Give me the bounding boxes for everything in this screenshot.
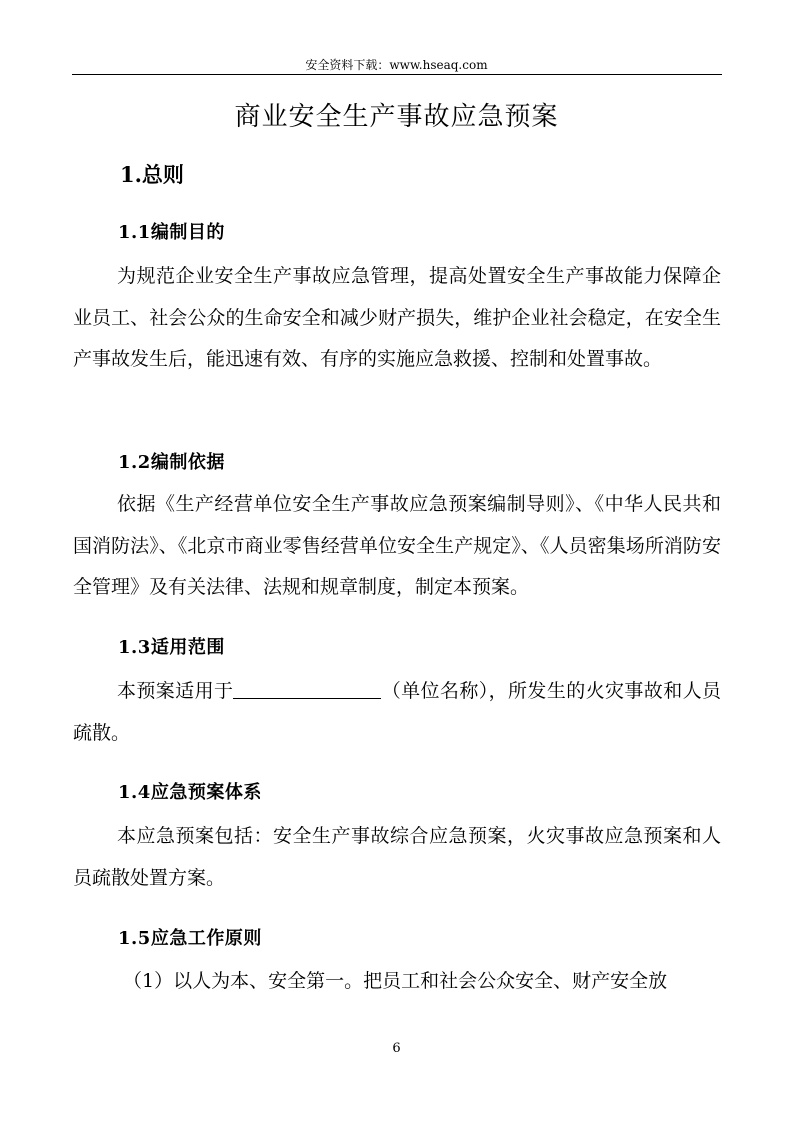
paragraph-scope	[73, 671, 721, 754]
heading-principles: 1.5应急工作原则	[118, 928, 262, 949]
heading-plan-system: 1.4应急预案体系	[118, 782, 262, 803]
paragraph-principles: （1）以人为本、安全第一。把员工和社会公众安全、财产安全放	[123, 970, 668, 992]
heading-basis: 1.2编制依据	[118, 452, 225, 473]
page-header: 安全资料下载：www.hseaq.com	[305, 58, 488, 72]
page-number: 6	[392, 1041, 401, 1056]
scope-text-before: 本预案适用于	[117, 680, 234, 702]
scope-text-after: （单位名称），所发生的火灾事故和人员疏散。	[73, 680, 721, 744]
paragraph-plan-system: 本应急预案包括：安全生产事故综合应急预案，火灾事故应急预案和人员疏散处置方案。	[73, 825, 721, 889]
heading-scope: 1.3适用范围	[118, 637, 225, 658]
paragraph-purpose: 为规范企业安全生产事故应急管理，提高处置安全生产事故能力保障企业员工、社会公众的生命安全和减少财产损失，维护企业社会稳定，在安全生产事故发生后，能迅速有效、有序的实施应急救援、控制和处置事故。	[73, 265, 721, 370]
header-divider	[72, 74, 722, 75]
unit-name-blank	[233, 680, 381, 699]
section-heading-general: 1.总则	[120, 162, 184, 187]
paragraph-basis: 依据《生产经营单位安全生产事故应急预案编制导则》、《中华人民共和国消防法》、《北京市商业零售经营单位安全生产规定》、《人员密集场所消防安全管理》及有关法律、法规和规章制度，制定本预案。	[73, 493, 721, 598]
document-title: 商业安全生产事故应急预案	[234, 102, 559, 132]
heading-purpose: 1.1编制目的	[118, 222, 225, 243]
